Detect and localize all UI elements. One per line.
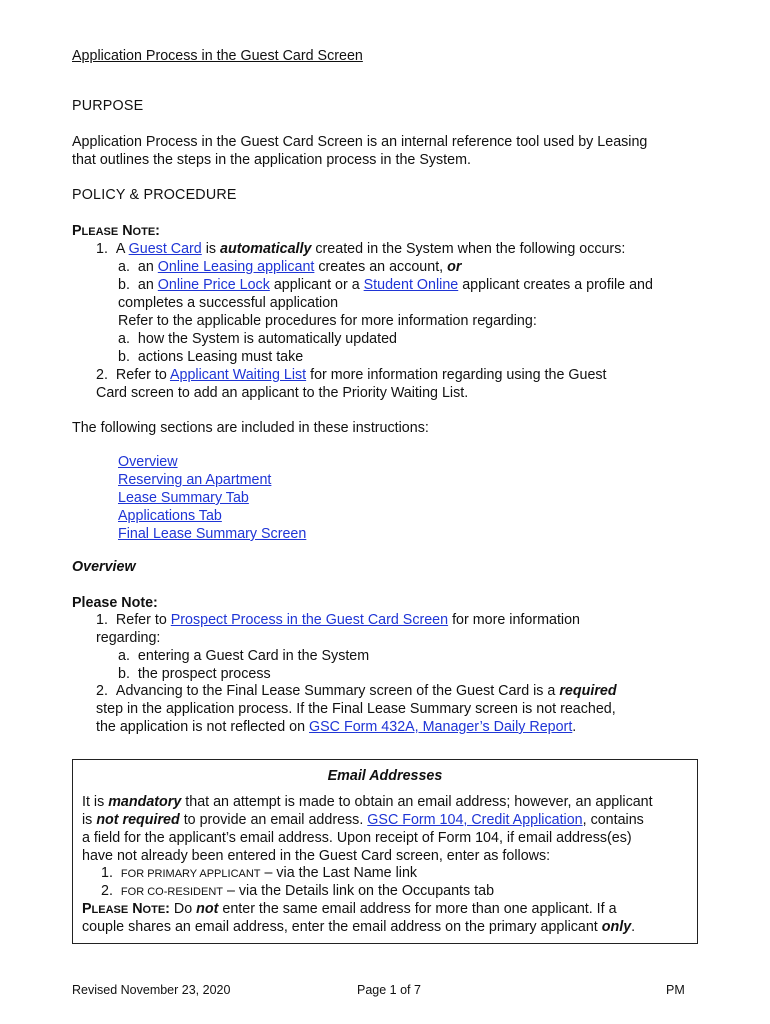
- toc-link-reserving: [118, 471, 271, 489]
- overview-list-item-1b: b. the prospect process: [118, 666, 271, 682]
- toc-link-final-lease: [118, 525, 306, 543]
- refer-line: Refer to the applicable procedures for more information regarding:: [118, 313, 537, 329]
- email-box-line-1: It is mandatory that an attempt is made to obtain an email address; however, an applicant: [82, 794, 653, 810]
- policy-list-item-2-continued: Card screen to add an applicant to the Priority Waiting List.: [96, 385, 469, 401]
- guest-card-link[interactable]: Guest Card: [128, 241, 202, 257]
- toc-link-overview: [118, 453, 178, 471]
- overview-list-item-1-continued: regarding:: [96, 630, 161, 646]
- policy-list-item-1b: b. an Online Price Lock applicant or a Student Online applicant creates a profile and: [118, 277, 653, 293]
- toc-overview-link[interactable]: Overview: [118, 454, 178, 470]
- email-box-note-line-2: couple shares an email address, enter the email address on the primary applicant only.: [82, 919, 636, 935]
- policy-list-item-2: 2. Refer to Applicant Waiting List for more information regarding using the Guest: [96, 367, 607, 383]
- refer-item-b: b. actions Leasing must take: [118, 349, 304, 365]
- footer-initials: PM: [666, 983, 685, 997]
- overview-list-item-2-line-3: the application is not reflected on GSC Form 432A, Manager’s Daily Report.: [96, 719, 577, 735]
- purpose-text-line-2: that outlines the steps in the application process in the System.: [72, 152, 471, 168]
- toc-final-lease-summary-link[interactable]: Final Lease Summary Screen: [118, 526, 307, 542]
- email-box-line-3: a field for the applicant’s email address. Upon receipt of Form 104, if email address(es): [82, 830, 632, 846]
- toc-lease-summary-tab-link[interactable]: Lease Summary Tab: [118, 490, 249, 506]
- policy-heading: POLICY & PROCEDURE: [72, 187, 237, 203]
- email-box-title: Email Addresses: [327, 768, 443, 784]
- overview-list-item-1: 1. Refer to Prospect Process in the Guest Card Screen for more information: [96, 612, 580, 628]
- online-price-lock-link[interactable]: Online Price Lock: [157, 277, 270, 293]
- footer-revised-date: Revised November 23, 2020: [72, 983, 231, 997]
- purpose-heading: PURPOSE: [72, 98, 144, 114]
- purpose-text-line-1: Application Process in the Guest Card Screen is an internal reference tool used by Leasing: [72, 134, 648, 150]
- online-leasing-applicant-link[interactable]: Online Leasing applicant: [157, 259, 315, 275]
- toc-link-applications: [118, 507, 222, 525]
- sections-intro: The following sections are included in these instructions:: [72, 420, 429, 436]
- refer-item-a: a. how the System is automatically updated: [118, 331, 397, 347]
- please-note-label: PLEASE NOTE:: [72, 223, 160, 239]
- policy-list-item-1b-continued: completes a successful application: [118, 295, 339, 311]
- policy-list-item-1a: a. an Online Leasing applicant creates an account, or: [118, 259, 462, 275]
- toc-reserving-apartment-link[interactable]: Reserving an Apartment: [118, 472, 272, 488]
- gsc-form-432a-link[interactable]: GSC Form 432A, Manager’s Daily Report: [309, 719, 573, 735]
- footer-page-number: Page 1 of 7: [357, 983, 421, 997]
- student-online-link[interactable]: Student Online: [363, 277, 459, 293]
- email-box-list-item-1: 1. FOR PRIMARY APPLICANT – via the Last Name link: [101, 865, 418, 881]
- applicant-waiting-list-link[interactable]: Applicant Waiting List: [169, 367, 307, 383]
- overview-heading: Overview: [72, 559, 136, 575]
- document-title: Application Process in the Guest Card Screen: [72, 48, 363, 64]
- email-box-note-line-1: PLEASE NOTE: Do not enter the same email address for more than one applicant. If a: [82, 901, 617, 917]
- email-box-list-item-2: 2. FOR CO-RESIDENT – via the Details link on the Occupants tab: [101, 883, 495, 899]
- gsc-form-104-link[interactable]: GSC Form 104, Credit Application: [367, 812, 583, 828]
- email-box-line-2: is not required to provide an email address. GSC Form 104, Credit Application, contains: [82, 812, 644, 828]
- overview-list-item-1a: a. entering a Guest Card in the System: [118, 648, 370, 664]
- prospect-process-link[interactable]: Prospect Process in the Guest Card Screen: [170, 612, 449, 628]
- overview-please-note: Please Note:: [72, 595, 158, 611]
- toc-applications-tab-link[interactable]: Applications Tab: [118, 508, 222, 524]
- overview-list-item-2: 2. Advancing to the Final Lease Summary screen of the Guest Card is a required: [96, 683, 617, 699]
- email-box-line-4: have not already been entered in the Guest Card screen, enter as follows:: [82, 848, 551, 864]
- toc-link-lease-summary: [118, 489, 249, 507]
- overview-list-item-2-line-2: step in the application process. If the Final Lease Summary screen is not reached,: [96, 701, 616, 717]
- policy-list-item-1: 1. A Guest Card is automatically created in the System when the following occurs:: [96, 241, 626, 257]
